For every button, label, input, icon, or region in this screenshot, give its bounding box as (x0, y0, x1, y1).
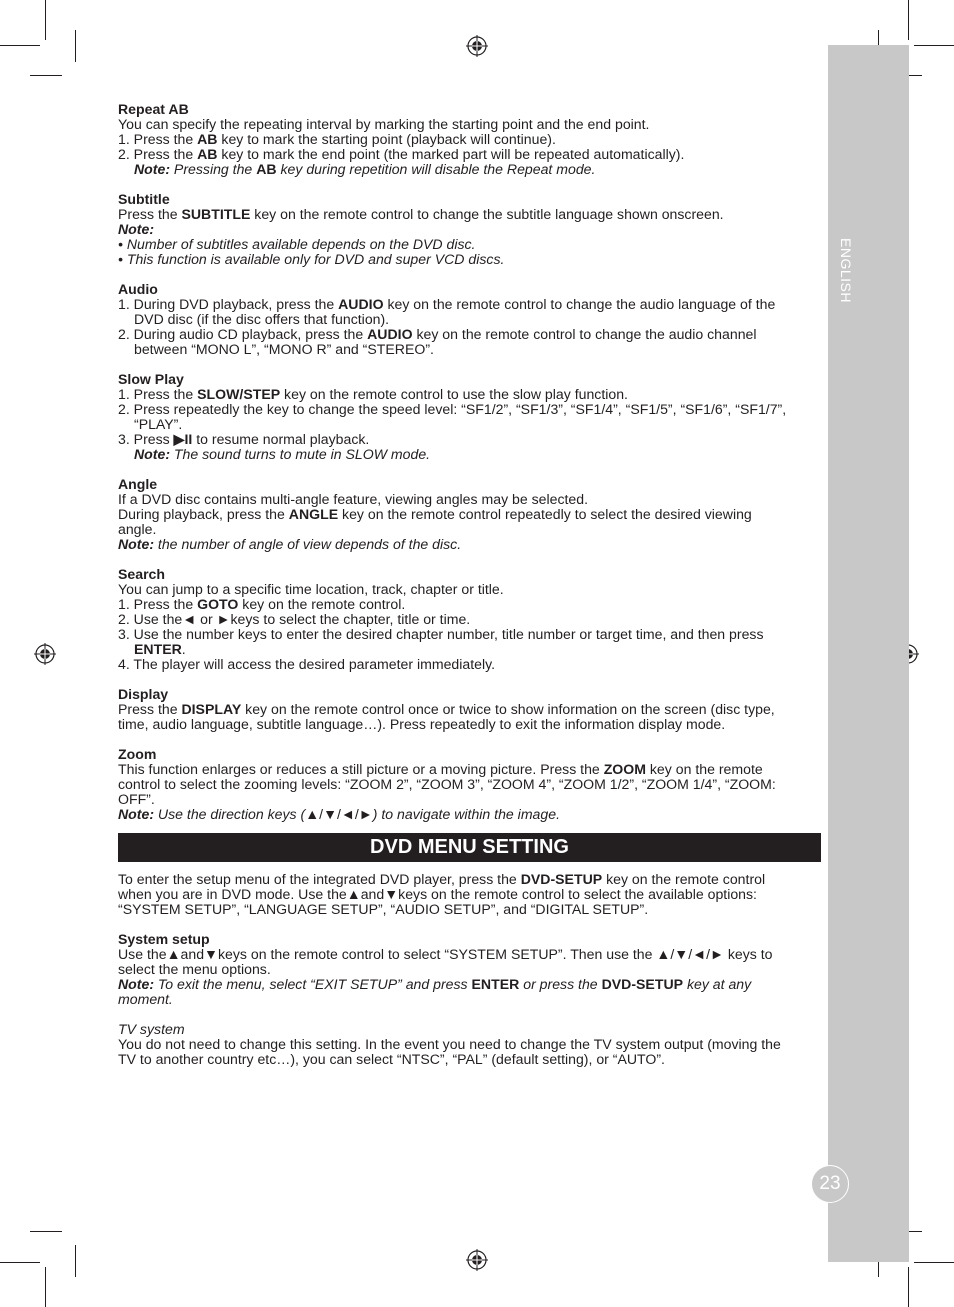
list-item: 2. During audio CD playback, press the AUDIO key on the remote control to change the audio channel (118, 326, 757, 342)
note-label: Note: (118, 221, 155, 237)
section-audio (118, 282, 818, 357)
list-item: 3. Use the number keys to enter the desired chapter number, title number or target time, and then press (118, 626, 764, 642)
crop-mark (908, 0, 909, 40)
section-title: Subtitle (118, 191, 170, 207)
note-cont: moment. (118, 991, 173, 1007)
page-number: 23 (811, 1165, 849, 1203)
section-slow-play (118, 372, 818, 462)
list-item: 2. Press repeatedly the key to change the speed level: “SF1/2”, “SF1/3”, “SF1/4”, “SF1/5”, “SF1/6”, “SF1/7”, (118, 401, 787, 417)
section-angle (118, 477, 818, 552)
section-title: Display (118, 686, 169, 702)
note: Note: Use the direction keys (▲/▼/◄/►) to navigate within the image. (118, 806, 560, 822)
crop-mark (45, 0, 46, 40)
play-pause-icon: ▶II (173, 431, 193, 447)
paragraph: If a DVD disc contains multi-angle feature, viewing angles may be selected. (118, 491, 589, 507)
section-tv-system (118, 1022, 818, 1067)
list-item: 2. Use the◄ or ►keys to select the chapter, title or time. (118, 611, 471, 627)
paragraph: control to select the zooming levels: “ZOOM 2”, “ZOOM 3”, “ZOOM 4”, “ZOOM 1/2”, “ZOOM 1/4”, “ZOOM: (118, 776, 776, 792)
note: Note: Pressing the AB key during repetition will disable the Repeat mode. (134, 161, 596, 177)
registration-mark-icon (466, 1249, 488, 1271)
section-title: TV system (118, 1021, 185, 1037)
crop-mark (914, 1262, 954, 1263)
section-dvd-menu (118, 872, 818, 917)
list-item-cont: “PLAY”. (134, 416, 183, 432)
note: Note: The sound turns to mute in SLOW mode. (134, 446, 431, 462)
dvd-menu-setting-banner: DVD MENU SETTING (118, 833, 821, 862)
crop-mark (0, 45, 40, 46)
paragraph: To enter the setup menu of the integrated DVD player, press the DVD-SETUP key on the remote control (118, 871, 766, 887)
list-item: 3. Press ▶II to resume normal playback. (118, 431, 370, 447)
crop-mark (914, 45, 954, 46)
section-display (118, 687, 818, 732)
list-item: 1. Press the AB key to mark the starting point (playback will continue). (118, 131, 556, 147)
list-item-cont: ENTER. (134, 641, 186, 657)
side-strip (828, 45, 909, 1262)
list-item: 4. The player will access the desired parameter immediately. (118, 656, 496, 672)
section-zoom (118, 747, 818, 822)
section-title: Repeat AB (118, 101, 189, 117)
paragraph: Use the▲and▼keys on the remote control to select “SYSTEM SETUP”. Then use the ▲/▼/◄/► keys to (118, 946, 773, 962)
paragraph: angle. (118, 521, 157, 537)
paragraph: when you are in DVD mode. Use the▲and▼keys on the remote control to select the available options: (118, 886, 757, 902)
note: Note: the number of angle of view depends of the disc. (118, 536, 462, 552)
paragraph: OFF”. (118, 791, 155, 807)
crop-mark (75, 30, 76, 62)
section-repeat-ab (118, 102, 818, 177)
paragraph: This function enlarges or reduces a still picture or a moving picture. Press the ZOOM key on the remote (118, 761, 763, 777)
paragraph: TV to another country etc…), you can select “NTSC”, “PAL” (default setting), or “AUTO”. (118, 1051, 665, 1067)
list-item: 1. Press the GOTO key on the remote control. (118, 596, 406, 612)
paragraph: You can specify the repeating interval by marking the starting point and the end point. (118, 116, 650, 132)
list-item: 2. Press the AB key to mark the end point (the marked part will be repeated automatically). (118, 146, 685, 162)
paragraph: Press the SUBTITLE key on the remote control to change the subtitle language shown onscreen. (118, 206, 724, 222)
paragraph: select the menu options. (118, 961, 271, 977)
crop-mark (45, 1267, 46, 1307)
crop-mark (30, 1231, 62, 1232)
language-tab: ENGLISH (838, 238, 854, 303)
paragraph: During playback, press the ANGLE key on the remote control repeatedly to select the desired viewing (118, 506, 752, 522)
paragraph: You can jump to a specific time location, track, chapter or title. (118, 581, 504, 597)
crop-mark (908, 1267, 909, 1307)
paragraph: You do not need to change this setting. In the event you need to change the TV system output (moving the (118, 1036, 781, 1052)
section-title: Audio (118, 281, 158, 297)
list-item-cont: between “MONO L”, “MONO R” and “STEREO”. (134, 341, 434, 357)
section-title: Slow Play (118, 371, 184, 387)
manual-content (118, 102, 818, 1067)
list-item: 1. Press the SLOW/STEP key on the remote control to use the slow play function. (118, 386, 628, 402)
section-subtitle (118, 192, 818, 267)
crop-mark (0, 1262, 40, 1263)
section-title: Search (118, 566, 166, 582)
section-title: Angle (118, 476, 158, 492)
section-search (118, 567, 818, 672)
section-title: Zoom (118, 746, 157, 762)
bullet-item: • Number of subtitles available depends on the DVD disc. (118, 236, 476, 252)
section-title: System setup (118, 931, 210, 947)
section-system-setup (118, 932, 818, 1007)
list-item-cont: DVD disc (if the disc offers that function). (134, 311, 390, 327)
direction-keys-icon: ▲/▼/◄/► (305, 806, 373, 822)
crop-mark (75, 1245, 76, 1277)
registration-mark-icon (466, 35, 488, 57)
crop-mark (30, 75, 62, 76)
paragraph: Press the DISPLAY key on the remote control once or twice to show information on the screen (disc type, (118, 701, 775, 717)
list-item: 1. During DVD playback, press the AUDIO key on the remote control to change the audio language of the (118, 296, 776, 312)
paragraph: time, audio language, subtitle language…). Press repeatedly to exit the information display mode. (118, 716, 726, 732)
paragraph: “SYSTEM SETUP”, “LANGUAGE SETUP”, “AUDIO SETUP”, and “DIGITAL SETUP”. (118, 901, 649, 917)
note: Note: To exit the menu, select “EXIT SETUP” and press ENTER or press the DVD-SETUP key at any (118, 976, 752, 992)
bullet-item: • This function is available only for DVD and super VCD discs. (118, 251, 505, 267)
registration-mark-icon (34, 643, 56, 665)
